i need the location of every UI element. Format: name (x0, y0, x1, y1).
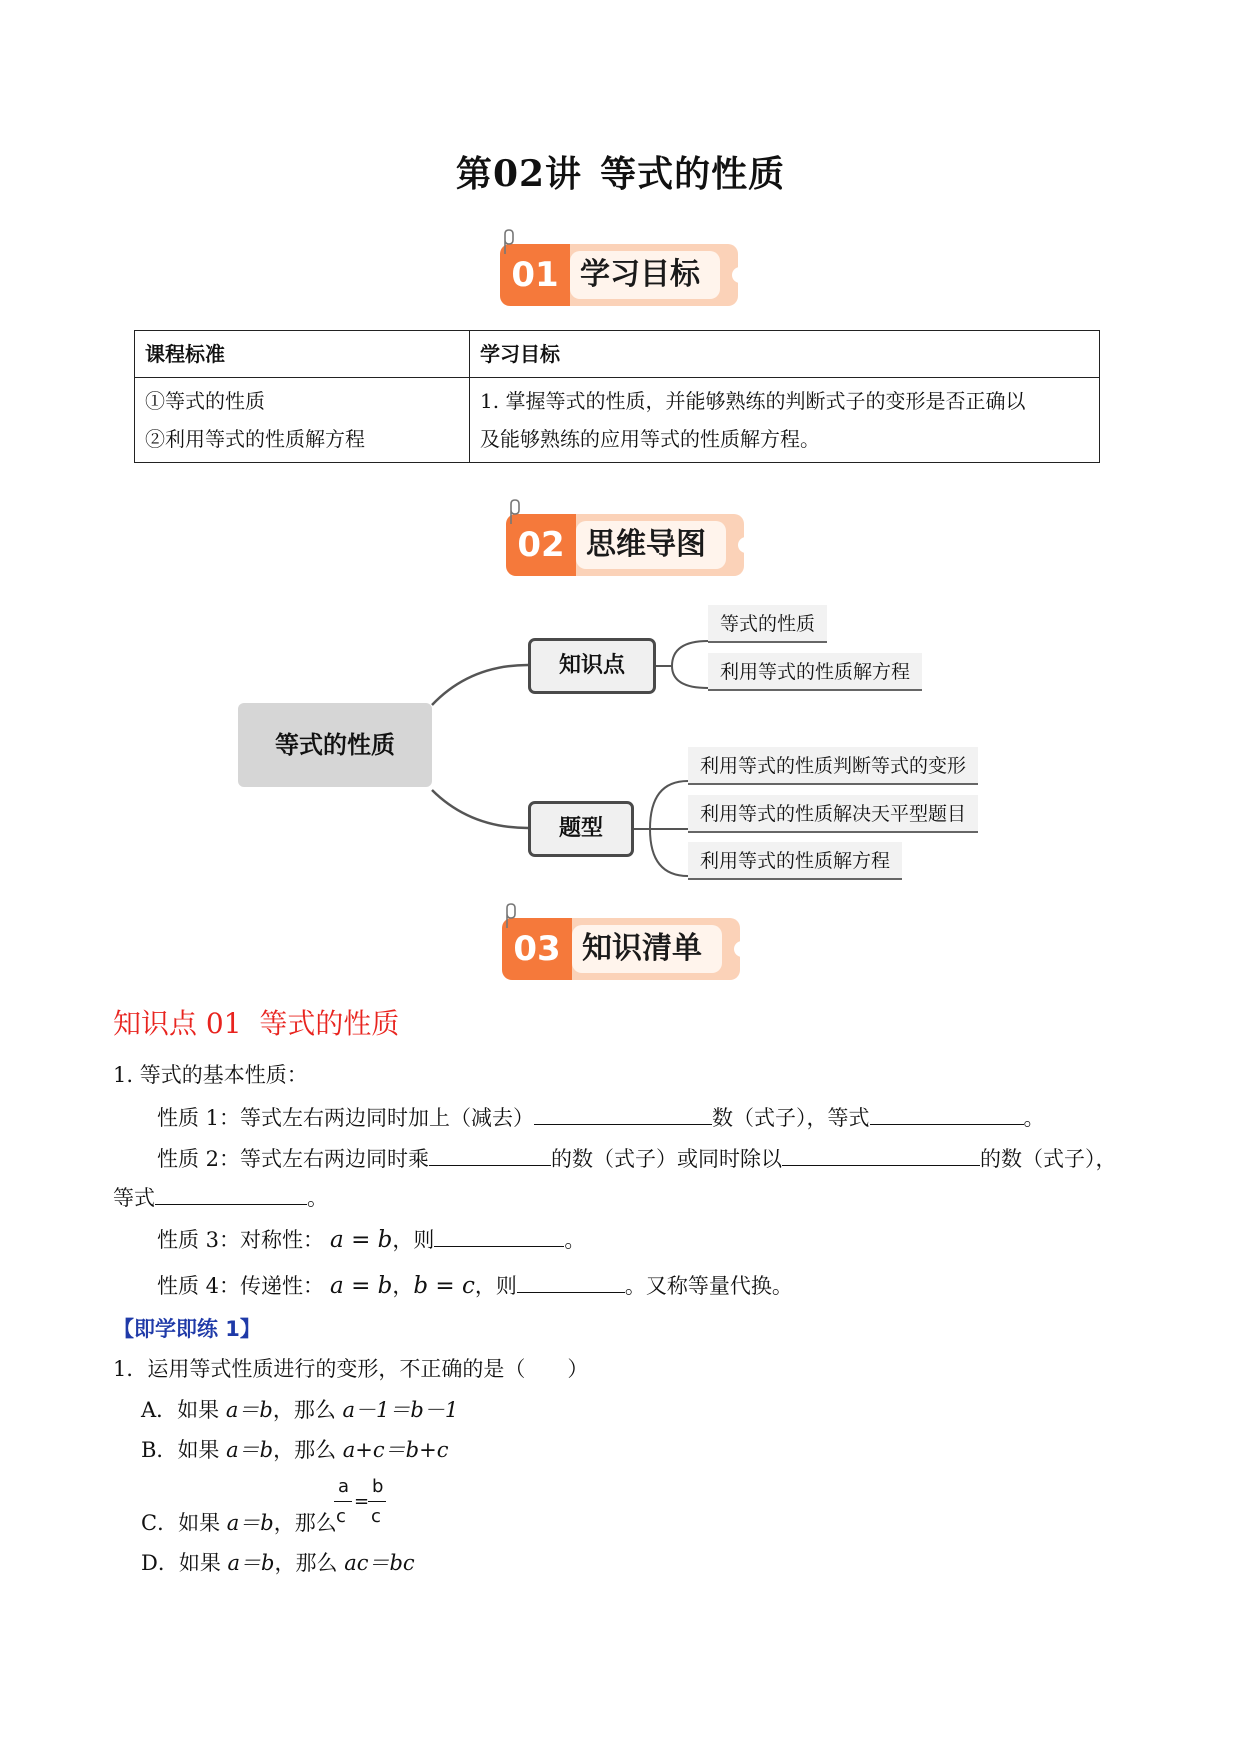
badge-number: 03 (502, 918, 572, 980)
badge-number: 02 (506, 514, 576, 576)
math-expression: a = b (330, 1227, 393, 1253)
mindmap-branch-knowledge: 知识点 (528, 638, 656, 694)
option-c: C．如果 a＝b，那么 (141, 1511, 337, 1535)
property-2-continued: 等式 。 (113, 1182, 328, 1213)
badge-number: 01 (500, 244, 570, 306)
property-2: 性质 2：等式左右两边同时乘 的数（式子）或同时除以 的数（式子）， (157, 1143, 1117, 1174)
badge-label: 思维导图 (576, 521, 726, 569)
mindmap-branch-questions: 题型 (528, 801, 634, 857)
fill-blank (782, 1143, 980, 1166)
option-d: D．如果 a＝b，那么 ac＝bc (141, 1551, 415, 1575)
fill-blank (434, 1224, 564, 1247)
goal-cell (470, 378, 1100, 463)
page-title: 第02讲 等式的性质 (455, 153, 786, 195)
table-header-goal: 学习目标 (470, 331, 1100, 378)
mindmap-leaf: 利用等式的性质解方程 (708, 653, 922, 691)
goal-line: 1. 掌握等式的性质，并能够熟练的判断式子的变形是否正确以 (480, 389, 1026, 413)
fill-blank (155, 1182, 307, 1205)
knowledge-intro: 1. 等式的基本性质： (113, 1063, 308, 1087)
section-badge-mindmap (506, 514, 746, 576)
fill-blank (870, 1102, 1024, 1125)
practice-title: 【即学即练 1】 (113, 1317, 261, 1341)
property-4: 性质 4：传递性： a = b，b = c，则 。又称等量代换。 (157, 1270, 793, 1301)
math-expression: b = c (413, 1273, 475, 1299)
fill-blank (429, 1143, 551, 1166)
math-expression: a = b (330, 1273, 393, 1299)
fill-blank (517, 1270, 625, 1293)
mindmap-leaf: 等式的性质 (708, 605, 827, 643)
standard-item: ①等式的性质 (145, 389, 265, 413)
mindmap-leaf: 利用等式的性质解方程 (688, 842, 902, 880)
mindmap-leaf: 利用等式的性质解决天平型题目 (688, 795, 978, 833)
paperclip-icon (495, 228, 515, 256)
fraction-expression: a c = b c (332, 1476, 392, 1538)
section-badge-knowledge (502, 918, 742, 980)
paperclip-icon (497, 902, 517, 930)
fill-blank (534, 1102, 712, 1125)
standard-item: ②利用等式的性质解方程 (145, 427, 365, 451)
mindmap-leaf: 利用等式的性质判断等式的变形 (688, 747, 978, 785)
knowledge-point-title: 知识点 01 等式的性质 (113, 1007, 400, 1040)
standards-cell (135, 378, 470, 463)
property-3: 性质 3：对称性： a = b，则 。 (157, 1224, 585, 1255)
goal-line: 及能够熟练的应用等式的性质解方程。 (480, 427, 820, 451)
badge-label: 学习目标 (570, 251, 720, 299)
mindmap-root: 等式的性质 (238, 703, 432, 787)
table-header-standard: 课程标准 (135, 331, 470, 378)
section-badge-goals (500, 244, 740, 306)
badge-label: 知识清单 (572, 925, 722, 973)
property-1: 性质 1：等式左右两边同时加上（减去） 数（式子），等式 。 (157, 1102, 1045, 1133)
practice-question: 1．运用等式性质进行的变形，不正确的是（ ） (113, 1357, 589, 1381)
paperclip-icon (501, 498, 521, 526)
option-b: B．如果 a＝b，那么 a+c＝b+c (141, 1438, 449, 1462)
option-a: A．如果 a＝b，那么 a－1＝b－1 (141, 1398, 459, 1422)
goals-table (134, 330, 1100, 463)
